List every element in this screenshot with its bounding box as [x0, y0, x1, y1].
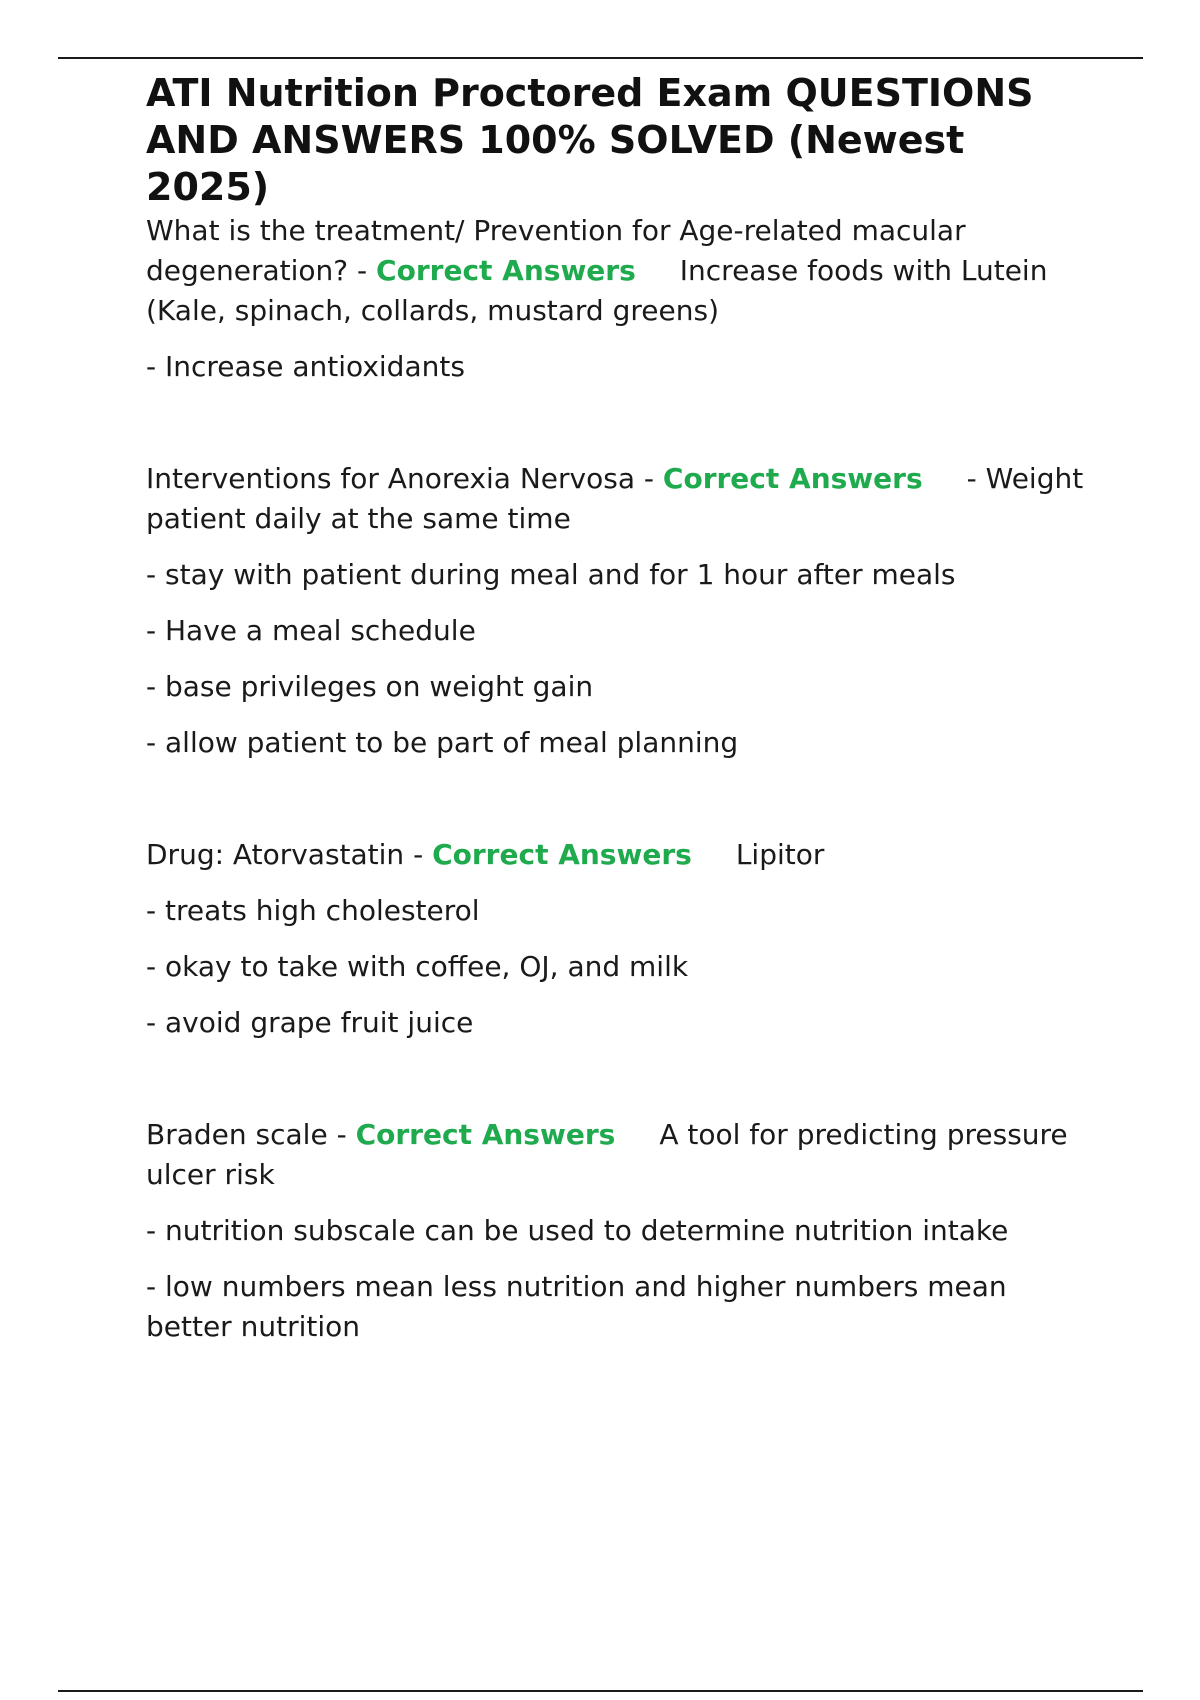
bullet-item: - nutrition subscale can be used to determine nutrition intake: [146, 1214, 1009, 1247]
document-body: [146, 70, 1096, 1347]
bullet-item: - avoid grape fruit juice: [146, 1006, 474, 1039]
bullet-item: - Have a meal schedule: [146, 614, 476, 647]
document-title: ATI Nutrition Proctored Exam QUESTIONS AND ANSWERS 100% SOLVED (Newest 2025): [146, 71, 1034, 209]
separator: -: [348, 254, 377, 287]
qa-item-3: [146, 835, 1096, 1043]
qa-question-line: [146, 1115, 1096, 1195]
separator: -: [635, 462, 663, 495]
bullet-item: - base privileges on weight gain: [146, 670, 594, 703]
question-text: Braden scale: [146, 1118, 328, 1151]
bullet-item: - Increase antioxidants: [146, 350, 465, 383]
question-text: Interventions for Anorexia Nervosa: [146, 462, 635, 495]
bullet-item: - low numbers mean less nutrition and higher numbers mean better nutrition: [146, 1270, 1007, 1343]
qa-item-4: [146, 1115, 1096, 1347]
answer-text: - Weight patient daily at the same time: [146, 462, 1084, 535]
qa-question-line: [146, 835, 1096, 875]
question-text: What is the treatment/ Prevention for Age-related macular degeneration?: [146, 214, 966, 287]
correct-answers-label: Correct Answers: [432, 838, 692, 871]
bullet-item: - allow patient to be part of meal planning: [146, 726, 739, 759]
separator: -: [404, 838, 433, 871]
qa-question-line: [146, 459, 1096, 539]
answer-text: Increase foods with Lutein (Kale, spinach, collards, mustard greens): [146, 254, 1048, 327]
question-text: Drug: Atorvastatin: [146, 838, 405, 871]
answer-text: Lipitor: [735, 838, 825, 871]
bullet-item: - okay to take with coffee, OJ, and milk: [146, 950, 689, 983]
correct-answers-label: Correct Answers: [662, 462, 923, 495]
bullet-item: - stay with patient during meal and for 1 hour after meals: [146, 558, 956, 591]
answer-text: A tool for predicting pressure ulcer risk: [146, 1118, 1068, 1191]
correct-answers-label: Correct Answers: [376, 254, 636, 287]
qa-item-2: [146, 459, 1096, 763]
bullet-item: - treats high cholesterol: [146, 894, 480, 927]
separator: -: [327, 1118, 356, 1151]
bottom-rule: [58, 1690, 1143, 1692]
correct-answers-label: Correct Answers: [355, 1118, 616, 1151]
qa-question-line: [146, 211, 1096, 331]
top-rule: [58, 57, 1143, 59]
qa-item-1: [146, 211, 1096, 387]
